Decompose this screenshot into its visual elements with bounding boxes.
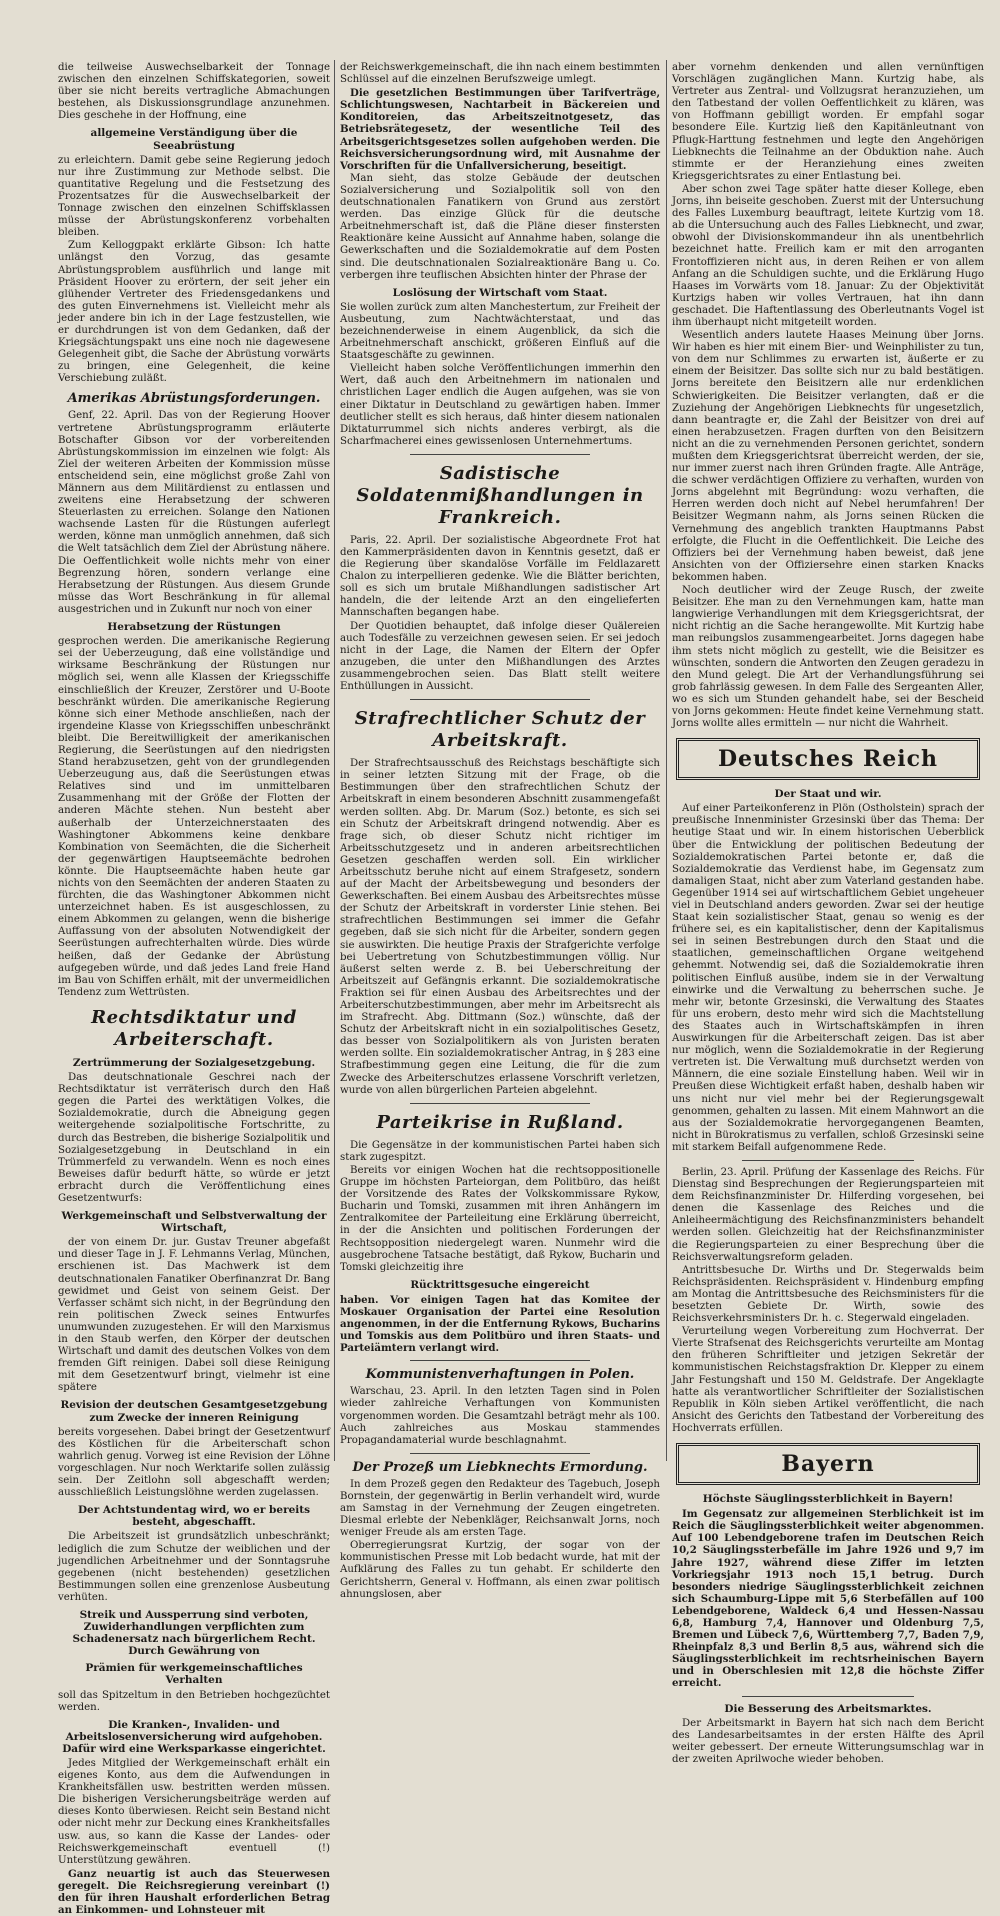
paragraph: Das deutschnationale Geschrei nach der Rechtsdiktatur ist verräterisch durch den Haß gegen die Partei des werktätigen Volkes, die Sozialdemokratie, durch die Abneigung gegen weitergehende sozialpolitische Fortschritte, zu durch das Bestreben, die bisherige Sozialpolitik und Sozialgesetzgebung in Deutschland in ein Trümmerfeld zu verwandeln. Wenn es noch eines Beweises dafür bedurft hätte, so würde er jetzt erbracht durch die Veröffentlichung eines Gesetzentwurfs:: [58, 1072, 330, 1204]
paragraph: Warschau, 23. April. In den letzten Tagen sind in Polen wieder zahlreiche Verhaftungen von Kommunisten vorgenommen worden. Die Gesamtzahl beträgt mehr als 100. Auch zahlreiches aus Moskau stammendes Propagandamaterial wurde beschlagnahmt.: [340, 1386, 660, 1446]
subheading: Zertrümmerung der Sozialgesetzgebung.: [72, 1056, 316, 1069]
paragraph: Genf, 22. April. Das von der Regierung Hoover vertretene Abrüstungsprogramm erläuterte Botschafter Gibson vor der vorbereitenden Abrüstungskommission im einzelnen wie folgt: Als Ziel der weiteren Arbeiten der Kommission müsse entscheidend sein, eine möglichst große Zahl von Männern aus dem Militärdienst zu entlassen und zweitens eine Herabsetzung der schweren Steuerlasten zu erreichen. Solange den Nationen wachsende Lasten für die Rüstungen auferlegt werden, könne man unmöglich annehmen, daß sich die Welt tatsächlich dem Ziel der Abrüstung nähere. Die Oeffentlichkeit wolle nichts mehr von einer Begrenzung hören, sondern verlange eine Herabsetzung der Rüstungen. Aus diesem Grunde müsse das Wort Beschränkung in für allemal ausgestrichen und in Zukunft nur noch von einer: [58, 410, 330, 615]
subheading: Streik und Aussperrung sind verboten, Zuwiderhandlungen verpflichten zum Schadenersatz nach bürgerlichem Recht. Durch Gewährung von: [72, 1608, 316, 1658]
paragraph: Wesentlich anders lautete Haases Meinung über Jorns. Wir haben es hier mit einem Bier- und Weinphilister zu tun, von dem nur Schlimmes zu erwarten ist, äußerte er zu einem der Beisitzer. Das sollte sich nur zu bald bestätigen. Jorns bereitete den Beisitzern alle nur erdenklichen Schwierigkeiten. Die Beisitzer verlangten, daß er die Zuziehung der Angehörigen Liebknechts für ungesetzlich, dann beantragte er, die Zahl der Beisitzer von drei auf einen herabzusetzen. Fragen durften von den Beisitzern nicht an die zu vernehmenden Personen gerichtet, sondern mußten dem Kriegsgerichtsrat überreicht werden, der sie, nur immer zuerst nach ihren Gründen fragte. Alle Anträge, die schwer verdächtigen Offiziere zu verhaften, wurden von Jorns abgelehnt mit Begründung: wozu verhaften, die Herren werden doch nicht auf Nebel herumfahren! Der Beisitzer Wegmann nahm, als Jorns seinen Rücken die Vernehmung des angeblich trankten Hauptmanns Pabst erfolgte, die Flucht in die Oeffentlichkeit. Die Leiche des Offiziers bei der Vernehmung haben beweist, daß jene Ansichten von der Offiziersehre einen starken Knacks bekommen haben.: [672, 330, 984, 583]
paragraph: Der Quotidien behauptet, daß infolge dieser Quälereien auch Todesfälle zu verzeichnen gewesen seien. Er sei jedoch nicht in der Lage, die Namen der Eltern der Opfer anzugeben, die unter den Mißhandlungen des Arztes zusammengebrochen seien. Das Blatt stellt weitere Enthüllungen in Aussicht.: [340, 620, 660, 693]
subheading: Der Achtstundentag wird, wo er bereits besteht, abgeschafft.: [77, 1504, 311, 1529]
subheading: Die Kranken-, Invaliden- und Arbeitslosenversicherung wird aufgehoben. Dafür wird eine Werksparkasse eingerichtet.: [62, 1718, 326, 1755]
divider: [410, 699, 590, 700]
paragraph: Berlin, 23. April. Prüfung der Kassenlage des Reichs. Für Dienstag sind Besprechungen der Regierungsparteien mit dem Reichsfinanzminister Dr. Hilferding vorgesehen, bei denen die Kassenlage des Reiches und die Anleiheermächtigung des Reichsfinanzministers behandelt werden sollen. Gleichzeitig hat der Reichsfinanzminister die Regierungsparteien zu einer Besprechung über die Reichsverwaltungsreform geladen.: [672, 1166, 984, 1263]
paragraph: Jedes Mitglied der Werkgemeinschaft erhält ein eigenes Konto, aus dem die Aufwendungen in Krankheitsfällen usw. bestritten werden müssen. Die bisherigen Versicherungsbeiträge werden auf dieses Konto überwiesen. Reicht sein Bestand nicht oder nicht mehr zur Deckung eines Krankheitsfalles usw. aus, so kann die Kasse der Landes- oder Reichswerkgemeinschaft eventuell (!) Unterstützung gewähren.: [58, 1758, 330, 1866]
article-headline: Der Prozeß um Liebknechts Ermordung.: [352, 1459, 648, 1475]
paragraph: Man sieht, das stolze Gebäude der deutschen Sozialversicherung und Sozialpolitik soll von den deutschnationalen Fanatikern von Grund aus zerstört werden. Das einzige Glück für die deutsche Arbeitnehmerschaft ist, daß die Pläne dieser finstersten Reaktionäre keine Aussicht auf Annahme haben, solange die Gewerkschaften und die Sozialdemokratie auf dem Posten sind. Die deutschnationalen Sozialreaktionäre Bang u. Co. verbergen ihre teuflischen Absichten hinter der Phrase der: [340, 172, 660, 281]
paragraph: der von einem Dr. jur. Gustav Treuner abgefaßt und dieser Tage in J. F. Lehmanns Verlag, München, erschienen ist. Das Machwerk ist dem deutschnationalen Fanatiker Oberfinanzrat Dr. Bang gewidmet und Geist von seinem Geist. Der Verfasser schämt sich nicht, in der Begründung den rein politischen Zweck seines Entwurfes unumwunden zuzugestehen. Er will den Marxismus in den Staub werfen, den Körper der deutschen Wirtschaft und damit des deutschen Volkes von dem fremden Gift reinigen. Dabei soll diese Reinigung mit dem Gesetzentwurf bringt, vielmehr ist eine spätere: [58, 1237, 330, 1394]
paragraph: haben. Vor einigen Tagen hat das Komitee der Moskauer Organisation der Partei eine Resolution angenommen, in der die Entfernung Rykows, Bucharins und Tomskis aus dem Politbüro und ihren Staats- und Parteiämtern verlangt wird.: [340, 1293, 660, 1355]
subheading: Prämien für werkgemeinschaftliches Verhalten: [85, 1662, 303, 1687]
paragraph: bereits vorgesehen. Dabei bringt der Gesetzentwurf des Köstlichen für die Arbeiterschaft schon wahrlich genug. Vorweg ist eine Revision der Löhne vorgeschlagen. Nur noch Werktarife sollen zulässig sein. Der Zeitlohn soll abgeschafft werden; ausschließlich Leistungslöhne werden zugelassen.: [58, 1426, 330, 1499]
divider: [410, 454, 590, 455]
paragraph: aber vornehm denkenden und allen vernünftigen Vorschlägen zugänglichen Mann. Kurtzig habe, als Vertreter aus Zentral- und Vollzugsrat heranzuziehen, um den Tatbestand der vollen Oeffentlichkeit zu klären, was von Hoffmann gebilligt worden. Er empfahl sogar besondere Eile. Kurtzig ließ den Kapitänleutnant von Pflugk-Harttung festnehmen und legte den Angehörigen Liebknechts die Teilnahme an der Obduktion nahe. Auch stimmte er der Heranziehung eines zweiten Kriegsgerichtsrates zu einer Entlastung bei.: [672, 62, 984, 182]
paragraph: Der Strafrechtsausschuß des Reichstags beschäftigte sich in seiner letzten Sitzung mit der Frage, ob die Bestimmungen über den strafrechtlichen Schutz der Arbeitskraft in einem besonderen Abschnitt zusammengefaßt werden sollten. Abg. Dr. Marum (Soz.) betonte, es sich sei ein Schutz der Arbeitskraft dringend notwendig. Aber es frage sich, ob dieser Schutz nicht richtiger im Arbeitsschutzgesetz und in anderen arbeitsrechtlichen Gesetzen geschaffen werden soll. Ein wirklicher Arbeitsschutz beruhe nicht auf einem Strafgesetz, sondern auf der Macht der Arbeitsbewegung und besonders der Gewerkschaften. Bei einem Ausbau des Arbeitsrechtes müsse der Schutz der Arbeitskraft in vorderster Linie stehen. Bei strafrechtlichen Bestimmungen sei immer die Gefahr gegeben, daß sie sich nicht für die Arbeiter, sondern gegen sie auswirkten. Die heutige Praxis der Strafgerichte verfolge bei Uebertretung von Schutzbestimmungen völlig. Nur äußerst selten werde z. B. bei Ueberschreitung der Arbeitszeit auf Gefängnis erkannt. Die sozialdemokratische Fraktion sei für einen Ausbau des Arbeitsrechtes und der Arbeiterschutzbestimmungen, aber mehr im Arbeitsrecht als im Strafrecht. Abg. Dittmann (Soz.) wünschte, daß der Schutz der Arbeitskraft nicht in ein sozialpolitisches Gesetz, das besser von Sozialpolitikern als von Juristen beraten werden sollte. Ein sozialdemokratischer Antrag, in § 283 eine Strafbestimmung gegen eine Leitung, die für die zum Zwecke des Arbeiterschutzes erlassene Vorschrift verletzen, wurde von allen bürgerlichen Parteien abgelehnt.: [340, 758, 660, 1096]
subheading: Höchste Säuglingssterblichkeit in Bayern!: [702, 1493, 954, 1506]
article-headline: Amerikas Abrüstungsforderungen.: [67, 391, 321, 407]
subheading: Die Besserung des Arbeitsmarktes.: [724, 1702, 932, 1715]
subheading: Rücktrittsgesuche eingereicht: [410, 1278, 590, 1291]
paragraph: Ganz neuartig ist auch das Steuerwesen geregelt. Die Reichsregierung vereinbart (!) den für ihren Haushalt erforderlichen Betrag an Einkommen- und Lohnsteuer mit: [58, 1867, 330, 1916]
subheading: Revision der deutschen Gesamtgesetzgebung zum Zwecke der inneren Reinigung: [60, 1399, 328, 1424]
divider: [410, 1103, 590, 1104]
paragraph: Bereits vor einigen Wochen hat die rechtsoppositionelle Gruppe im höchsten Parteiorgan, dem Politbüro, das heißt der Vorsitzende des Rates der Volkskommissare Rykow, Bucharin und Tomski, zusammen mit ihren Anhängern im Zentralkomitee der Parteileitung eine Erklärung überreicht, in der die Ansichten und politischen Forderungen der Rechtsopposition niedergelegt waren. Nunmehr wird die ausgebrochene Tatsache bestätigt, daß Rykow, Bucharin und Tomski gleichzeitig ihre: [340, 1164, 660, 1273]
subheading: Loslösung der Wirtschaft vom Staat.: [392, 286, 608, 299]
subheading: Werkgemeinschaft und Selbstverwaltung der Wirtschaft,: [61, 1210, 327, 1235]
paragraph: die teilweise Auswechselbarkeit der Tonnage zwischen den einzelnen Schiffskategorien, soweit über sie nicht bereits vertragliche Abmachungen bestehen, als Diskussionsgrundlage anzunehmen. Dies geschehe in der Hoffnung, eine: [58, 62, 330, 122]
paragraph: zu erleichtern. Damit gebe seine Regierung jedoch nur ihre Zustimmung zur Methode selbst. Die quantitative Regelung und die Festsetzung des Prozentsatzes für die Auswechselbarkeit der Tonnage zwischen den einzelnen Schiffsklassen müsse der Abrüstungskonferenz vorbehalten bleiben.: [58, 154, 330, 239]
paragraph: Vielleicht haben solche Veröffentlichungen immerhin den Wert, daß auch den Arbeitnehmern im nationalen und christlichen Lager endlich die Augen aufgehen, was sie von einer Diktatur in Deutschland zu gewärtigen haben. Immer deutlicher stellt es sich heraus, daß hinter diesem nationalen Diktaturrummel sich nichts anderes verbirgt, als die Scharfmacherei eines gewissenlosen Unternehmertums.: [340, 363, 660, 447]
paragraph: Antrittsbesuche Dr. Wirths und Dr. Stegerwalds beim Reichspräsidenten. Reichspräsident v. Hindenburg empfing am Montag die Antrittsbesuche des Reichsministers für die besetzten Gebiete Dr. Wirth, sowie des Reichsverkehrsministers Dr. h. c. Stegerwald eingeladen.: [672, 1264, 984, 1325]
subheading: allgemeine Verständigung über die Seeabrüstung: [90, 127, 298, 152]
column-rule: [334, 60, 335, 1461]
paragraph: Sie wollen zurück zum alten Manchestertum, zur Freiheit der Ausbeutung, zum Nachtwächterstaat, und das bezeichnenderweise in einem Augenblick, da sich die Arbeitnehmerschaft anschickt, größeren Einfluß auf die Staatsgeschäfte zu gewinnen.: [340, 301, 660, 362]
paragraph: soll das Spitzeltum in den Betrieben hochgezüchtet werden.: [58, 1689, 330, 1713]
paragraph: Paris, 22. April. Der sozialistische Abgeordnete Frot hat den Kammerpräsidenten davon in Kenntnis gesetzt, daß er die Regierung über skandalöse Vorfälle im Feldlazarett Chalon zu interpellieren gedenke. Wie die Blätter berichten, soll es sich um brutale Mißhandlungen sadistischer Art handeln, die der leitende Arzt an den eingelieferten Mannschaften begangen habe.: [340, 534, 660, 619]
paragraph: Die Arbeitszeit ist grundsätzlich unbeschränkt; lediglich die zum Schutze der weiblichen und der jugendlichen Arbeitnehmer und der Sonntagsruhe gegebenen (nicht bestehenden) gesetzlichen Bestimmungen sollen eine grenzenlose Ausbeutung verhüten.: [58, 1531, 330, 1603]
column-rule: [666, 60, 667, 1461]
article-headline: Parteikrise in Rußland.: [376, 1111, 624, 1133]
subheading: Der Staat und wir.: [774, 788, 882, 801]
paragraph: Die Gegensätze in der kommunistischen Partei haben sich stark zugespitzt.: [340, 1139, 660, 1163]
paragraph: Auf einer Parteikonferenz in Plön (Ostholstein) sprach der preußische Innenminister Grzesinski über das Thema: Der heutige Staat und wir. In einem historischen Ueberblick über die Entwicklung der politischen Bedeutung der Sozialdemokratischen Partei betonte er, daß die Sozialdemokratie das Verdienst habe, im Gegensatz zum damaligen Staat, nicht aber zum Vaterland gestanden habe. Gegenüber 1914 sei auf wirtschaftlichem Gebiet ungeheuer viel in Deutschland anders geworden. Zwar sei der heutige Staat kein sozialistischer Staat, genau so wenig es der frühere sei, es ein kapitalistischer, denn der Kapitalismus sei in seinen Bestrebungen durch den Staat und die staatlichen, gemeinschaftlichen Organe weitgehend gehemmt. Notwendig sei, daß die Sozialdemokratie ihren politischen Einfluß ausübe, indem sie in der Verwaltung einwirke und die Verwaltung zu beherrschen suche. Je mehr wir, betonte Grzesinski, die Verwaltung des Staates für uns erobern, desto mehr wird sich die Machtstellung des Staates auch in Wirtschaftskämpfen in ihren Auswirkungen für die Arbeiterschaft zeigen. Das ist aber nur möglich, wenn die Sozialdemokratie in der Regierung vertreten ist. Die Verwaltung muß durchsetzt werden von Männern, die eine soziale Einstellung haben. Weil wir in Preußen diese Wichtigkeit erfaßt haben, deshalb haben wir uns nicht nur viel mehr bei der Regierungsgewalt genommen, gehalten zu lassen. Mit einem Mahnwort an die aus der Sozialdemokratie hervorgegangenen Beamten, nicht in Bürokratismus zu verfallen, schloß Grzesinski seine mit starkem Beifall aufgenommene Rede.: [672, 803, 984, 1153]
paragraph: gesprochen werden. Die amerikanische Regierung sei der Ueberzeugung, daß eine vollständige und wirksame Beschränkung der Rüstungen nur möglich sei, wenn alle Klassen der Kriegsschiffe einschließlich der Kreuzer, Zerstörer und U-Boote beschränkt würden. Die amerikanische Regierung könne sich einer Methode anschließen, nach der irgendeine Klasse von Kriegsschiffen unbeschränkt bleibt. Die Bereitwilligkeit der amerikanischen Regierung, die Seerüstungen auf den niedrigsten Stand herabzusetzen, geht von der grundlegenden Ueberzeugung aus, daß die Seerüstungen etwas Relatives sind und im unmittelbaren Zusammenhang mit der Größe der Flotten der anderen Mächte stehen. Nun besteht aber außerhalb der Unterzeichnerstaaten des Washingtoner Abkommens keine denkbare Kombination von Seemächten, die die Sicherheit der gegenwärtigen Hauptseemächte bedrohen könnte. Die Hauptseemächte haben heute gar nichts von den Seemächten der anderen Staaten zu fürchten, die das Washingtoner Abkommen nicht unterzeichnet haben. Es ist ausgeschlossen, zu einem Abkommen zu gelangen, wenn die bisherige Auffassung von der absoluten Notwendigkeit der Seerüstungen aufrechterhalten würde. Dies würde heißen, daß der Gedanke der Abrüstung aufgegeben würde, und daß jedes Land freie Hand im Bau von Schiffen erhält, mit der unvermeidlichen Tendenz zum Wettrüsten.: [58, 636, 330, 998]
paragraph: Die gesetzlichen Bestimmungen über Tarifverträge, Schlichtungswesen, Nachtarbeit in Bäckereien und Konditoreien, das Arbeitszeitnotgesetz, das Betriebsrätegesetz, der wesentliche Teil des Arbeitsgerichtsgesetzes sollen aufgehoben werden. Die Reichsversicherungsordnung wird, mit Ausnahme der Vorschriften für die Unfallversicherung, beseitigt.: [340, 87, 660, 172]
article-headline: Sadistische Soldatenmißhandlungen in Frankreich.: [356, 462, 644, 528]
column-middle: [340, 62, 660, 1600]
paragraph: Verurteilung wegen Vorbereitung zum Hochverrat. Der Vierte Strafsenat des Reichsgerichts verurteilte am Montag den früheren Schriftleiter und jetzigen Sekretär der kommunistischen Reichstagsfraktion Dr. Klepper zu einem Jahr Festungshaft und 150 M. Geldstrafe. Der Angeklagte hatte als verantwortlicher Schriftleiter der Sozialistischen Republik in Köln sieben Artikel veröffentlicht, die nach Ansicht des Gerichts den Tatbestand der Vorbereitung des Hochverrats erfüllen.: [672, 1326, 984, 1434]
section-header: Bayern: [676, 1443, 980, 1485]
paragraph: der Reichswerkgemeinschaft, die ihn nach einem bestimmten Schlüssel auf die einzelnen Berufszweige umlegt.: [340, 62, 660, 86]
article-headline: Kommunistenverhaftungen in Polen.: [365, 1367, 635, 1383]
section-header: Deutsches Reich: [676, 738, 980, 780]
paragraph: Zum Kelloggpakt erklärte Gibson: Ich hatte unlängst den Vorzug, das gesamte Abrüstungsproblem ausführlich und lange mit Präsident Hoover zu erörtern, der seit jeher ein glühender Vertreter des Friedensgedankens und des guten Einvernehmens ist. Vielleicht mehr als jeder andere bin ich in der Lage festzustellen, wie er durchdrungen ist von dem Gedanken, daß der Kriegsächtungspakt uns eine noch nie dagewesene Gelegenheit gibt, die Sache der Abrüstung vorwärts zu bringen, eine Gelegenheit, die keine Verschiebung zuläßt.: [58, 240, 330, 385]
divider: [742, 1696, 914, 1697]
paragraph: Der Arbeitsmarkt in Bayern hat sich nach dem Bericht des Landesarbeitsamtes in der ersten Hälfte des April weiter gebessert. Der erneute Witterungsumschlag war in der zweiten Aprilwoche wieder behoben.: [672, 1717, 984, 1765]
paragraph: Aber schon zwei Tage später hatte dieser Kollege, eben Jorns, ihn beiseite geschoben. Zuerst mit der Untersuchung des Falles Luxemburg beauftragt, leitete Kurtzig vom 18. ab die Untersuchung auch des Falles Liebknecht, und zwar, obwohl der Divisionskommandeur ihn als unentbehrlich bezeichnet hatte. Freilich kam er mit den arroganten Frontoffizieren nicht aus, in deren Reihen er von allem Anfang an die Schuldigen suchte, und die Erklärung Hugo Haases im Vorwärts vom 18. Januar: Zu der Objektivität Kurtzigs haben wir volles Vertrauen, hat ihn dann geschadet. Die Haftentlassung des Oberleutnants Vogel ist ihm überhaupt nicht mitgeteilt worden.: [672, 183, 984, 328]
paragraph: Noch deutlicher wird der Zeuge Rusch, der zweite Beisitzer. Ehe man zu den Vernehmungen kam, hatte man langwierige Verhandlungen mit dem Kriegsgerichtsrat, der nicht richtig an die Sache herangewollte. Mit Kurtzig habe man reibungslos zusammengearbeitet. Jorns dagegen habe ihm stets nicht möglich zu gestellt, wie die Beisitzer es wünschten, sondern die Antworten den Zeugen geradezu in den Mund gelegt. Die Art der Verhandlungsführung sei grob fahrlässig gewesen. In dem Falle des Sergeanten Aller, wo es sich um Stunden gehandelt habe, sei der Bescheid von Jorns gekommen: Heute findet keine Vernehmung statt. Jorns wollte alles ermitteln — nur nicht die Wahrheit.: [672, 585, 984, 730]
divider: [410, 1360, 590, 1361]
paragraph: Oberregierungsrat Kurtzig, der sogar von der kommunistischen Presse mit Lob bedacht wurde, hat mit der Aufklärung des Falles zu tun gehabt. Er schilderte den Gerichtsherrn, General v. Hoffmann, als einen zwar politisch ahnungslosen, aber: [340, 1540, 660, 1600]
divider: [742, 1160, 914, 1161]
subheading: Herabsetzung der Rüstungen: [107, 621, 281, 634]
article-headline: Strafrechtlicher Schutz der Arbeitskraft.: [354, 708, 646, 752]
divider: [410, 1453, 590, 1454]
article-headline: Rechtsdiktatur und Arbeiterschaft.: [91, 1006, 297, 1050]
paragraph: Im Gegensatz zur allgemeinen Sterblichkeit ist im Reich die Säuglingssterblichkeit weiter abgenommen. Auf 100 Lebendgeborene trafen im Deutschen Reich 10,2 Säuglingssterbefälle im Jahre 1926 und 9,7 im Jahre 1927, während diese Ziffer im letzten Vorkriegsjahr 1913 noch 15,1 betrug. Durch besonders niedrige Säuglingssterblichkeit zeichnen sich Schaumburg-Lippe mit 5,6 Sterbefällen auf 100 Lebendgeborene, Waldeck 6,4 und Hessen-Nassau 6,8, Hamburg 7,4, Hannover und Oldenburg 7,5, Bremen und Lübeck 7,6, Württemberg 7,7, Baden 7,9, Rheinpfalz 8,3 und Berlin 8,5 aus, während sich die Säuglingssterblichkeit im rechtsrheinischen Bayern und in Oberschlesien mit 12,8 die höchste Ziffer erreicht.: [672, 1508, 984, 1690]
column-right: [672, 62, 984, 1765]
column-left: [58, 62, 330, 1916]
paragraph: In dem Prozeß gegen den Redakteur des Tagebuch, Joseph Bornstein, der gegenwärtig in Berlin verhandelt wird, wurde am Samstag in der Vernehmung der Zeugen eingetreten. Diesmal erlebte der Nebenkläger, Reichsanwalt Jorns, noch weniger Freude als am ersten Tage.: [340, 1478, 660, 1539]
